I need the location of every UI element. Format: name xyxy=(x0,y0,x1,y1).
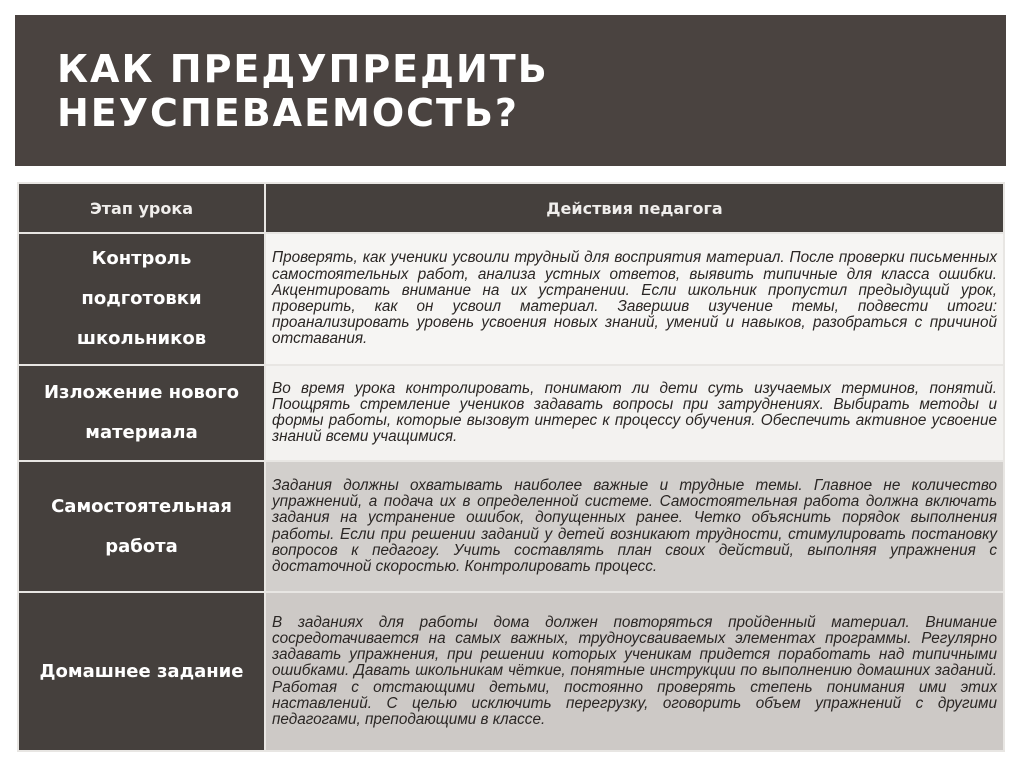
table-header-row xyxy=(18,183,1004,233)
actions-cell: В заданиях для работы дома должен повторяться пройденный материал. Внимание сосредотачивается на самых важных, трудноусваиваемых элементах программы. Регулярно задавать упражнения, при решении которых ученикам придется поработать над типичными ошибками. Давать школьникам чёткие, понятные инструкции по выполнению домашних заданий. Работая с отстающими детьми, постоянно проверять степень понимания ими этих наставлений. С целью исключить перегрузку, оговорить объем упражнений с другими педагогами, преподающими в классе. xyxy=(265,592,1004,751)
header-stage: Этап урока xyxy=(18,183,265,233)
stage-cell: Контроль подготовки школьников xyxy=(18,233,265,365)
title-band xyxy=(15,15,1006,166)
table-row xyxy=(18,233,1004,365)
stage-cell: Домашнее задание xyxy=(18,592,265,751)
actions-cell: Задания должны охватывать наиболее важные и трудные темы. Главное не количество упражнений, а подача их в определенной системе. Самостоятельная работа должна включать задания на устранение ошибок, допущенных ранее. Четко объяснить порядок выполнения работы. Если при решении заданий у детей возникают трудности, стимулировать постановку вопросов к педагогу. Учить составлять план своих действий, выполняя упражнения с достаточной скоростью. Контролировать процесс. xyxy=(265,461,1004,592)
stage-cell: Изложение нового материала xyxy=(18,365,265,461)
slide-title: КАК ПРЕДУПРЕДИТЬ НЕУСПЕВАЕМОСТЬ? xyxy=(57,46,549,135)
lesson-table xyxy=(17,182,1005,748)
actions-cell: Проверять, как ученики усвоили трудный для восприятия материал. После проверки письменных самостоятельных работ, анализа устных ответов, выявить типичные для класса ошибки. Акцентировать внимание на их устранении. Если школьник пропустил предыдущий урок, проверить, как он усвоил материал. Завершив изучение темы, подвести итоги: проанализировать уровень усвоения новых знаний, умений и навыков, разобраться с причиной отставания. xyxy=(265,233,1004,365)
header-actions: Действия педагога xyxy=(265,183,1004,233)
actions-cell: Во время урока контролировать, понимают ли дети суть изучаемых терминов, понятий. Поощрять стремление учеников задавать вопросы при затруднениях. Выбирать методы и формы работы, которые вызовут интерес к процессу обучения. Обеспечить активное усвоение знаний всеми учащимися. xyxy=(265,365,1004,461)
table-row xyxy=(18,461,1004,592)
table-row xyxy=(18,592,1004,751)
table-row xyxy=(18,365,1004,461)
stage-cell: Самостоятельная работа xyxy=(18,461,265,592)
